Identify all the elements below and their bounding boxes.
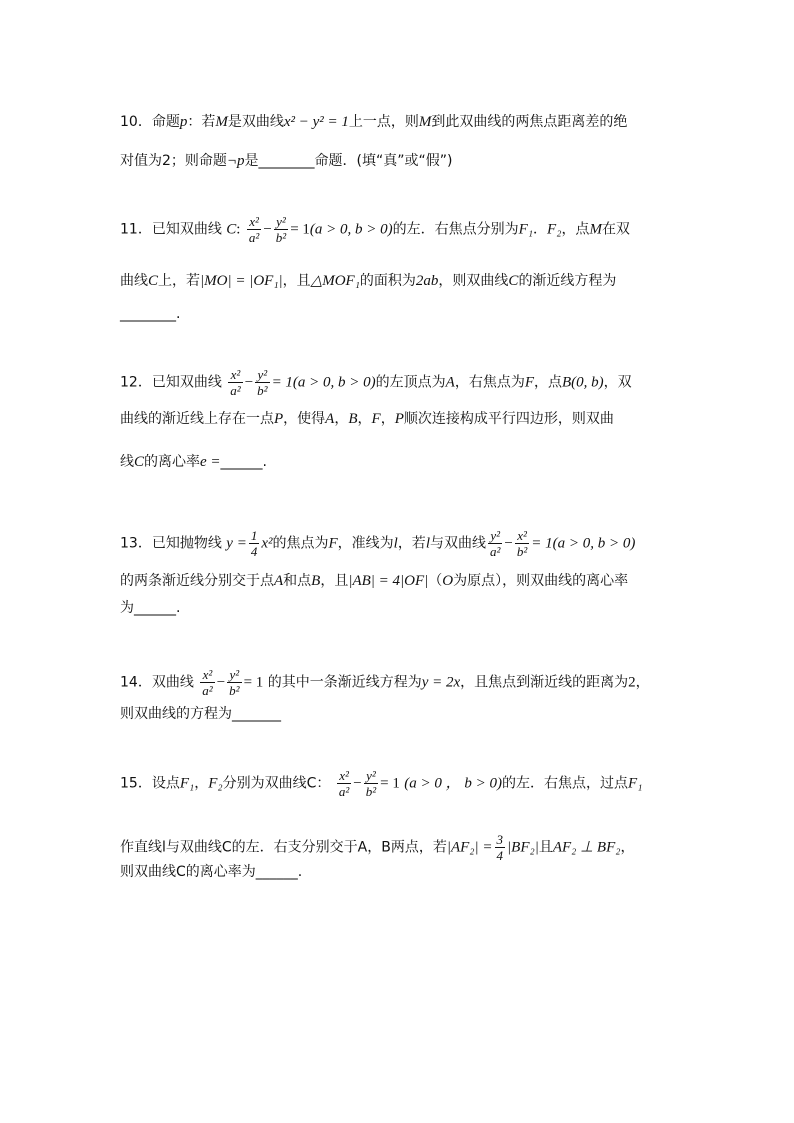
q13-text: ，准线为 (337, 535, 394, 552)
q11-text: 曲线 (120, 273, 148, 289)
q12-text: ，点 (534, 374, 563, 391)
var-C: C (134, 454, 145, 470)
q12-text: ， (357, 411, 372, 427)
var-B: B (348, 411, 358, 427)
q15-text: 的左．右焦点，过点 (502, 775, 629, 792)
q11-text: 的面积为 (359, 273, 416, 289)
var-A: A (274, 573, 284, 589)
q14-line1: 14．双曲线 $\frac{\text{x²}}{\text{a²}}$ − $\frac{\text{y²}}{\text{b²}}$ = 1 的其中一条渐近线方程为y = 2x，且焦点到渐近线的距离为2， (120, 667, 650, 698)
var-A: A (325, 411, 335, 427)
frac-den: 4 (250, 544, 258, 559)
frac-den: b² (275, 230, 287, 245)
var-M: M (589, 221, 602, 238)
fraction-y2-a2 (488, 528, 502, 559)
fraction-1-4 (249, 528, 260, 559)
q13-line3 (120, 598, 180, 618)
q10-text: 上一点，则 (348, 114, 419, 130)
var-F: F (328, 535, 338, 552)
var-M: M (418, 114, 432, 130)
abs-equation: |MO| = |OF₁| (200, 273, 283, 289)
frac-den: a² (338, 784, 350, 799)
var-not-p: ¬p (226, 153, 245, 169)
q12-text: ，双 (603, 374, 632, 391)
q10-text: ：若 (187, 114, 216, 130)
frac-den: a² (248, 230, 260, 245)
var-F1: F₁ (518, 221, 534, 238)
var-P: P (394, 411, 404, 427)
var-l: l (425, 535, 430, 552)
var-F1: F₁ (179, 775, 195, 792)
q14-text: ，且焦点到渐近线的距离为 (460, 674, 629, 691)
q11-text: ，且 (282, 273, 311, 289)
fraction-x2-a2 (337, 768, 351, 799)
var-C: C (148, 273, 159, 289)
q13-text: 为原点），则双曲线的离心率 (453, 573, 629, 589)
q15-line1: 15．设点F₁，F₂分别为双曲线C： $\frac{\text{x²}}{\text{a²}}$ − $\frac{\text{y²}}{\text{b²}}$ = 1 (a > 0 ， b > 0)的左．右焦点，过点F₁ (120, 768, 643, 799)
q15-line2 (120, 832, 634, 863)
q11-line3 (120, 304, 180, 324)
q14-text: 则双曲线的方程为_______ (120, 706, 281, 722)
frac-den: b² (229, 683, 240, 698)
frac-num: y² (255, 367, 269, 383)
q14-text: ， (635, 674, 650, 691)
q13-line1: 13．已知抛物线 y = $\frac{1}{4}$ x²的焦点为F，准线为l，若l与双曲线 $\frac{\text{y²}}{\text{a²}}$ − $\frac{\text{x²}}{\text{b²}}$ = 1(a > 0, b > 0) (120, 528, 636, 559)
var-F1: F₁ (628, 775, 643, 792)
q11-text: ． (533, 221, 548, 238)
abs-AF2: |AF₂| = (446, 839, 493, 856)
q11-text: 上，若 (158, 273, 201, 289)
var-e: e = (200, 454, 221, 470)
parabola-lhs: y = (226, 535, 247, 552)
q12-text: 曲线的渐近线上存在一点 (120, 411, 274, 427)
frac-num: y² (364, 768, 378, 784)
q15-text: 且 (538, 839, 553, 856)
q13-text: 的焦点为 (272, 535, 329, 552)
var-F: F (524, 374, 535, 391)
triangle-MOF1: △MOF₁ (310, 273, 360, 289)
q15-text: 15．设点 (120, 775, 180, 792)
var-C: C (226, 221, 237, 238)
q14-line2 (120, 704, 281, 724)
frac-num: x² (228, 367, 242, 383)
frac-den: b² (365, 784, 377, 799)
fraction-y2-b2 (255, 367, 269, 398)
var-F2: F₂ (547, 221, 562, 238)
q12-line2 (120, 409, 614, 429)
q12-text: ， (334, 411, 349, 427)
q10-text: 到此双曲线的两焦点距离差的绝 (431, 114, 628, 130)
q12-line3 (120, 452, 267, 472)
q13-text: （ (428, 573, 443, 589)
frac-den: b² (516, 544, 528, 559)
q13-line2 (120, 571, 628, 591)
frac-num: 1 (250, 528, 258, 543)
point-B: B(0, b) (562, 374, 604, 391)
condition: = 1(a > 0, b > 0) (531, 535, 636, 552)
q13-text: 的两条渐近线分别交于点 (120, 573, 274, 589)
frac-den: a² (202, 683, 213, 698)
q11-line1: 11．已知双曲线 C: $\frac{\text{x²}}{\text{a²}}$ − $\frac{\text{y²}}{\text{b²}}$ = 1(a > 0, b > 0)的左．右焦点分别为F₁．F₂，点M在双 (120, 214, 630, 245)
q11-text: 的渐近线方程为 (518, 273, 617, 289)
q12-line1: 12．已知双曲线 $\frac{\text{x²}}{\text{a²}}$ − $\frac{\text{y²}}{\text{b²}}$ = 1(a > 0, b > 0)的左顶点为A，右焦点为F，点B(0, b)，双 (120, 367, 632, 398)
var-p: p (179, 114, 188, 130)
q11-text: ，点 (561, 221, 590, 238)
var-B: B (311, 573, 321, 589)
q15-text: ， (620, 839, 635, 856)
frac-num: y² (274, 214, 288, 230)
frac-den: 4 (496, 848, 504, 863)
frac-num: y² (227, 667, 241, 683)
q11-text: 的左．右焦点分别为 (392, 221, 519, 238)
frac-den: a² (230, 383, 241, 398)
frac-num: x² (337, 768, 351, 784)
fraction-y2-b2 (364, 768, 378, 799)
abs-equation: |AB| = 4|OF| (348, 573, 429, 589)
distance-value: 2 (628, 674, 636, 691)
frac-num: x² (515, 528, 529, 544)
fraction-x2-a2 (200, 667, 214, 698)
asymptote-equation: y = 2x (421, 674, 461, 691)
frac-den: a² (489, 544, 501, 559)
fraction-y2-b2 (227, 667, 241, 698)
area-value: 2ab (415, 273, 439, 289)
frac-num: x² (200, 667, 214, 683)
q10-text: 是________命题．(填“真”或“假”) (244, 153, 453, 169)
frac-num: x² (247, 214, 261, 230)
condition: = 1(a > 0, b > 0) (271, 374, 376, 391)
q11-text: 在双 (601, 221, 630, 238)
q13-text: 13．已知抛物线 (120, 535, 222, 552)
q15-text: 分别为双曲线C： (222, 775, 331, 792)
equals-one: = 1 (243, 674, 264, 691)
fraction-x2-a2 (228, 367, 242, 398)
q12-text: 线 (120, 454, 134, 470)
answer-blank: ______. (220, 454, 267, 470)
var-F2: F₂ (208, 775, 223, 792)
hyperbola-equation: x² − y² = 1 (283, 114, 349, 130)
q13-text: 和点 (283, 573, 312, 589)
q10-text: 是双曲线 (227, 114, 284, 130)
var-O: O (442, 573, 454, 589)
q10-text: 10．命题 (120, 114, 180, 130)
q11-text: 11．已知双曲线 (120, 221, 222, 238)
fraction-y2-b2 (274, 214, 288, 245)
var-F: F (371, 411, 381, 427)
q12-text: ，使得 (283, 411, 326, 427)
q12-text: 顺次连接构成平行四边形，则双曲 (403, 411, 614, 427)
fraction-x2-b2 (515, 528, 529, 559)
q13-text: ，若 (397, 535, 426, 552)
q13-text: ，且 (320, 573, 349, 589)
q12-text: 的离心率 (144, 454, 201, 470)
q10-line2 (120, 151, 452, 171)
answer-blank: ________. (120, 306, 181, 322)
var-P: P (274, 411, 284, 427)
q12-text: ，右焦点为 (454, 374, 525, 391)
q14-text: 14．双曲线 (120, 674, 194, 691)
q15-text: 则双曲线C的离心率为______. (120, 864, 303, 880)
perpendicular-condition: AF₂ ⊥ BF₂ (552, 839, 621, 856)
q15-text: 作直线l与双曲线C的左．右支分别交于A，B两点，若 (120, 839, 447, 856)
condition: (a > 0 ， b > 0) (404, 775, 503, 792)
q11-line2 (120, 271, 616, 291)
var-l: l (393, 535, 398, 552)
fraction-x2-a2 (247, 214, 261, 245)
condition: (a > 0, b > 0) (309, 221, 393, 238)
var-A: A (445, 374, 455, 391)
frac-num: 3 (496, 832, 504, 847)
q12-text: ， (380, 411, 395, 427)
var-M: M (215, 114, 228, 130)
q14-text: 的其中一条渐近线方程为 (267, 674, 422, 691)
var-C: C (508, 273, 519, 289)
answer-blank: 为______. (120, 600, 181, 616)
q11-text: ，则双曲线 (438, 273, 509, 289)
abs-BF2: |BF₂| (507, 839, 539, 856)
q10-text: 对值为2；则命题 (120, 153, 227, 169)
q12-text: 的左顶点为 (375, 374, 446, 391)
q13-text: 与双曲线 (429, 535, 486, 552)
frac-den: b² (257, 383, 268, 398)
fraction-3-4 (495, 832, 506, 863)
frac-num: y² (488, 528, 502, 544)
equals-one: = 1 (380, 775, 400, 792)
q15-text: ， (194, 775, 209, 792)
q15-line3 (120, 862, 302, 882)
q12-text: 12．已知双曲线 (120, 374, 222, 391)
q10-line1 (120, 112, 627, 132)
